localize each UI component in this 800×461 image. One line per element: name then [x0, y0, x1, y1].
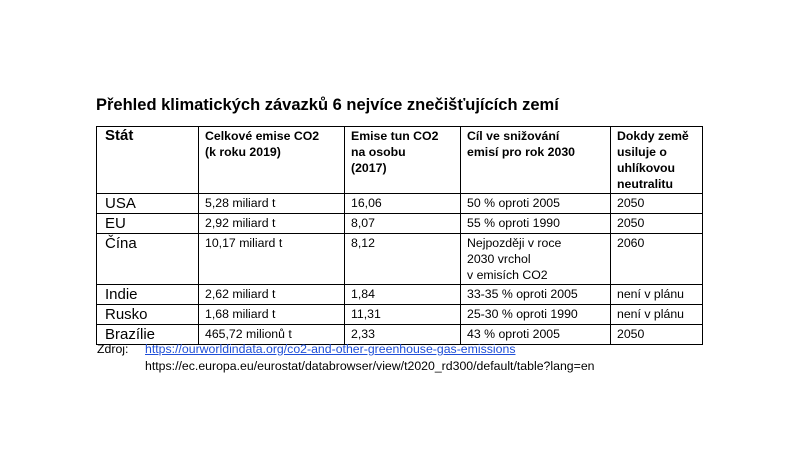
cell-neutrality: není v plánu	[611, 305, 703, 325]
cell-total: 1,68 miliard t	[199, 305, 345, 325]
cell-total: 2,62 miliard t	[199, 285, 345, 305]
cell-per-capita: 2,33	[345, 325, 461, 345]
cell-neutrality: 2050	[611, 214, 703, 234]
cell-target	[461, 234, 611, 285]
table-row	[97, 285, 703, 305]
header-line: Celkové emise CO2	[205, 129, 320, 143]
table-row	[97, 305, 703, 325]
header-total-emissions	[199, 127, 345, 194]
cell-country: Indie	[97, 285, 199, 305]
cell-target: 43 % oproti 2005	[461, 325, 611, 345]
cell-country: Čína	[97, 234, 199, 285]
cell-neutrality: není v plánu	[611, 285, 703, 305]
header-neutrality	[611, 127, 703, 194]
emissions-table	[96, 126, 703, 345]
header-per-capita	[345, 127, 461, 194]
table-header-row	[97, 127, 703, 194]
table-row	[97, 194, 703, 214]
cell-per-capita: 11,31	[345, 305, 461, 325]
source-url-eurostat: https://ec.europa.eu/eurostat/databrowser/view/t2020_rd300/default/table?lang=en	[145, 359, 595, 373]
table-row	[97, 234, 703, 285]
source-line-1	[97, 341, 595, 358]
page-title: Přehled klimatických závazků 6 nejvíce znečišťujících zemí	[96, 96, 559, 114]
cell-target: 50 % oproti 2005	[461, 194, 611, 214]
cell-target-line: v emisích CO2	[467, 268, 548, 282]
cell-country: Brazílie	[97, 325, 199, 345]
cell-country: EU	[97, 214, 199, 234]
cell-country: USA	[97, 194, 199, 214]
header-country	[97, 127, 199, 194]
source-link-ourworldindata[interactable]: https://ourworldindata.org/co2-and-other-greenhouse-gas-emissions	[145, 342, 516, 356]
header-line: Dokdy země	[617, 129, 689, 143]
header-line: (2017)	[351, 161, 387, 175]
header-line: neutralitu	[617, 177, 674, 191]
cell-neutrality: 2060	[611, 234, 703, 285]
cell-target: 55 % oproti 1990	[461, 214, 611, 234]
cell-per-capita: 8,07	[345, 214, 461, 234]
header-line: Cíl ve snižování	[467, 129, 560, 143]
cell-per-capita: 16,06	[345, 194, 461, 214]
source-block	[97, 341, 595, 375]
cell-per-capita: 1,84	[345, 285, 461, 305]
header-line: usiluje o	[617, 145, 667, 159]
cell-total: 5,28 miliard t	[199, 194, 345, 214]
header-line: Stát	[105, 127, 134, 144]
table-row	[97, 214, 703, 234]
header-line: (k roku 2019)	[205, 145, 281, 159]
cell-country: Rusko	[97, 305, 199, 325]
header-line: emisí pro rok 2030	[467, 145, 575, 159]
cell-total: 465,72 milionů t	[199, 325, 345, 345]
source-label: Zdroj:	[97, 342, 129, 356]
cell-target-line: Nejpozději v roce	[467, 236, 562, 250]
cell-neutrality: 2050	[611, 194, 703, 214]
cell-target-line: 2030 vrchol	[467, 252, 531, 266]
header-line: Emise tun CO2	[351, 129, 439, 143]
header-target-2030	[461, 127, 611, 194]
header-line: na osobu	[351, 145, 406, 159]
cell-total: 2,92 miliard t	[199, 214, 345, 234]
cell-per-capita: 8,12	[345, 234, 461, 285]
cell-total: 10,17 miliard t	[199, 234, 345, 285]
cell-neutrality: 2050	[611, 325, 703, 345]
source-line-2	[97, 358, 595, 375]
cell-target: 25-30 % oproti 1990	[461, 305, 611, 325]
header-line: uhlíkovou	[617, 161, 676, 175]
cell-target: 33-35 % oproti 2005	[461, 285, 611, 305]
